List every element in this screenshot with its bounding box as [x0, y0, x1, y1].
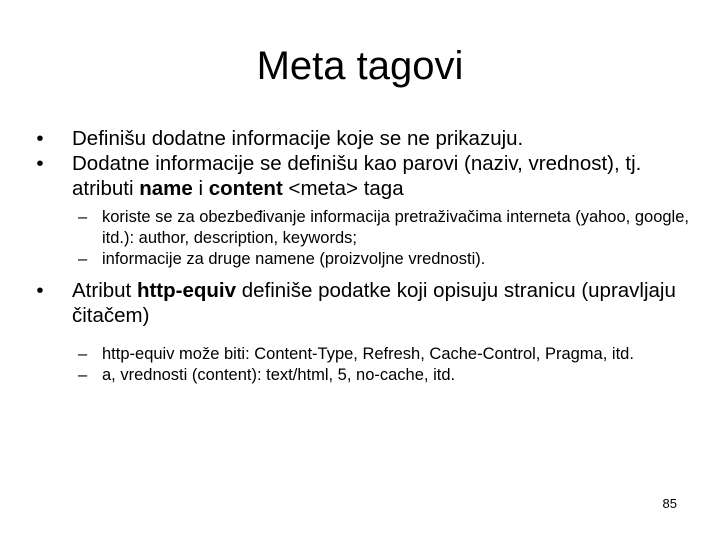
bullet-text: i: [192, 177, 209, 200]
bullet-icon: •: [36, 127, 44, 150]
bullet-item-3: [30, 278, 700, 328]
bullet-item-1: [30, 126, 700, 151]
sub-item: [30, 249, 700, 270]
bullet-icon: •: [36, 152, 44, 175]
keyword-http-equiv: http-equiv: [136, 279, 237, 302]
sub-item-text: informacije za druge namene (proizvoljne vrednosti).: [102, 250, 486, 268]
bullet-icon: •: [36, 279, 44, 302]
dash-icon: –: [78, 208, 88, 226]
bullet-text: Definišu dodatne informacije koje se ne prikazuju.: [72, 127, 524, 150]
sub-item-text: http-equiv može biti: Content-Type, Refresh, Cache-Control, Pragma, itd.: [102, 345, 634, 363]
sub-item-text: koriste se za obezbeđivanje informacija pretraživačima interneta (yahoo, google, itd.): author, description, keywords;: [102, 208, 689, 247]
slide-body: [30, 126, 700, 386]
dash-icon: –: [78, 250, 88, 268]
bullet-text: <meta> taga: [282, 177, 404, 200]
sub-item-text: a, vrednosti (content): text/html, 5, no-cache, itd.: [102, 366, 456, 384]
sub-item: [30, 365, 700, 386]
sub-item: [30, 344, 700, 365]
bullet-text: definiše podatke koji opisuju stranicu (upravljaju čitačem): [72, 279, 676, 327]
bullet-text: Dodatne informacije se definišu kao parovi (naziv, vrednost), tj. atributi: [72, 152, 642, 200]
dash-icon: –: [78, 366, 88, 384]
sub-item: [30, 207, 700, 249]
dash-icon: –: [78, 345, 88, 363]
slide-title: Meta tagovi: [256, 44, 464, 88]
page-number: 85: [662, 496, 677, 511]
bullet-item-2: [30, 151, 700, 201]
keyword-content: content: [208, 177, 283, 200]
keyword-name: name: [139, 177, 193, 200]
bullet-text: Atribut: [72, 279, 137, 302]
